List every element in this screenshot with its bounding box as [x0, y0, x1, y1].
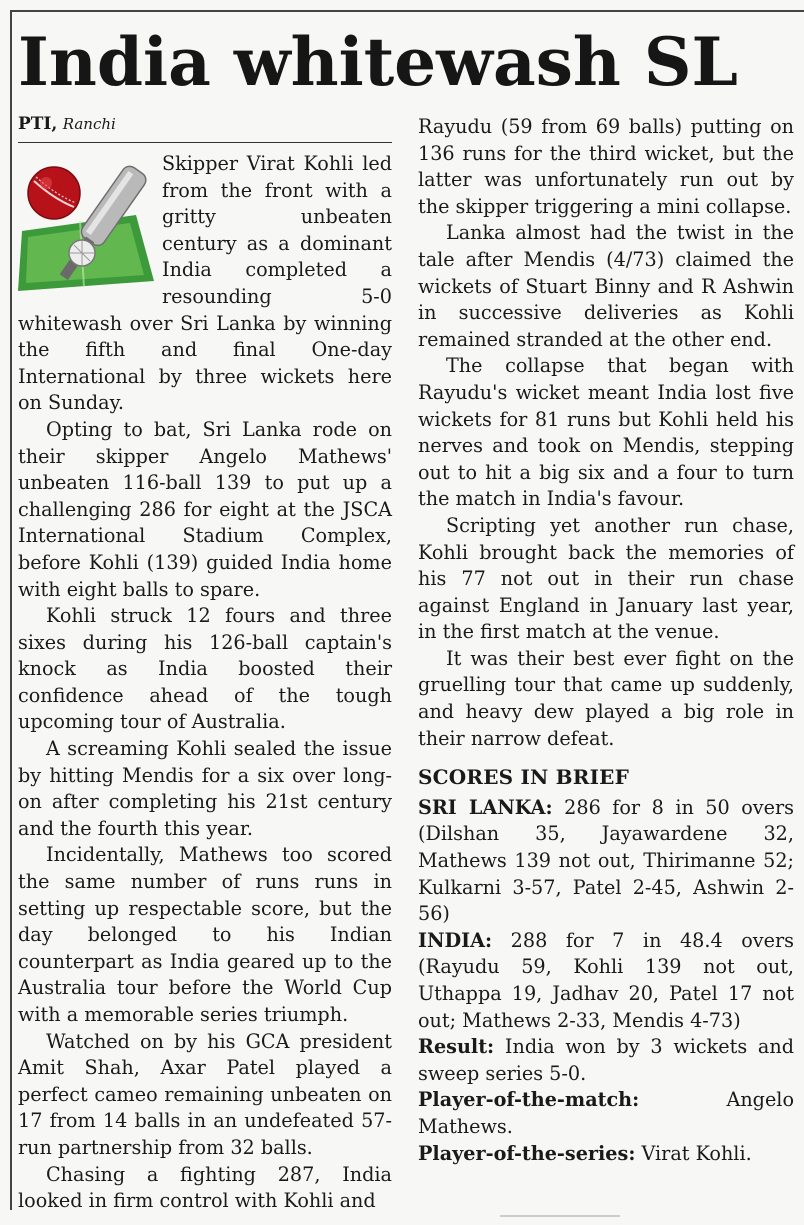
paragraph: Watched on by his GCA president Amit Shah, Axar Patel played a perfect cameo remaining unbeaten on 17 from 14 balls in an undefeated 57-run partnership from 32 balls.	[18, 1029, 392, 1159]
score-text: Virat Kohli.	[635, 1141, 752, 1165]
score-text: 288 for 7 in 48.4 overs (Rayudu 59, Kohli 139 not out, Uthappa 19, Jadhav 20, Patel 17 not out; Mathews 2-33, Mendis 4-73)	[418, 928, 794, 1032]
column-right	[418, 114, 794, 1167]
paragraph: Kohli struck 12 fours and three sixes during his 126-ball captain's knock as India boosted their confidence ahead of the tough upcoming tour of Australia.	[18, 604, 392, 734]
score-label: Result:	[418, 1035, 495, 1059]
paragraph: Chasing a fighting 287, India looked in firm control with Kohli and	[18, 1162, 392, 1213]
byline-place: Ranchi	[62, 115, 116, 133]
paragraph: Opting to bat, Sri Lanka rode on their skipper Angelo Mathews' unbeaten 116-ball 139 to put up a challenging 286 for eight at the JSCA International Stadium Complex, before Kohli (139) guided India home with eight balls to spare.	[18, 417, 392, 601]
paragraph: Incidentally, Mathews too scored the same number of runs runs in setting up respectable score, but the day belonged to his Indian counterpart as India geared up to the Australia tour before the World Cup with a memorable series triumph.	[18, 843, 392, 1026]
score-result	[418, 1034, 794, 1087]
byline-agency: PTI,	[18, 114, 58, 134]
score-label: Player-of-the-series:	[418, 1141, 636, 1165]
headline: India whitewash SL	[18, 23, 738, 101]
score-label: INDIA:	[418, 928, 493, 952]
player-of-the-match	[418, 1087, 794, 1140]
paragraph: Skipper Virat Kohli led from the front with a gritty unbeaten century as a dominant India completed a resounding 5-0 whitewash over Sri Lanka by winning the fifth and final One-day International by three wickets here on Sunday.	[18, 152, 392, 415]
paragraph: The collapse that began with Rayudu's wicket meant India lost five wickets for 81 runs but Kohli held his nerves and took on Mendis, stepping out to hit a big six and a four to turn the match in India's favour.	[418, 354, 794, 511]
scores-heading: SCORES IN BRIEF	[418, 765, 629, 790]
paragraph: Rayudu (59 from 69 balls) putting on 136 runs for the third wicket, but the latter was unfortunately run out by the skipper triggering a mini collapse.	[418, 115, 794, 218]
paragraph: Scripting yet another run chase, Kohli brought back the memories of his 77 not out in their run chase against England in January last year, in the first match at the venue.	[418, 513, 794, 644]
score-label: Player-of-the-match:	[418, 1088, 640, 1112]
score-label: SRI LANKA:	[418, 795, 553, 819]
cricket-ball-bat-icon	[18, 153, 154, 297]
score-text: 286 for 8 in 50 overs (Dilshan 35, Jayawardene 32, Mathews 139 not out, Thirimanne 52; Kulkarni 3-57, Patel 2-45, Ashwin 2-56)	[418, 795, 794, 926]
scores-in-brief	[418, 764, 794, 1167]
player-of-the-series	[418, 1141, 794, 1168]
score-india	[418, 928, 794, 1034]
score-text: Angelo Mathews.	[418, 1088, 794, 1138]
score-text: India won by 3 wickets and sweep series 5-0.	[418, 1035, 794, 1085]
paragraph: Lanka almost had the twist in the tale after Mendis (4/73) claimed the wickets of Stuart Binny and R Ashwin in successive deliveries as Kohli remained stranded at the other end.	[418, 221, 794, 351]
paragraph: A screaming Kohli sealed the issue by hitting Mendis for a six over long-on after completing his 21st century and the fourth this year.	[18, 737, 392, 840]
score-sri-lanka	[418, 795, 794, 928]
paragraph: It was their best ever fight on the gruelling tour that came up suddenly, and heavy dew played a big role in their narrow defeat.	[418, 646, 794, 750]
column-left	[18, 114, 392, 1215]
byline	[18, 114, 392, 143]
divider	[500, 1215, 620, 1217]
